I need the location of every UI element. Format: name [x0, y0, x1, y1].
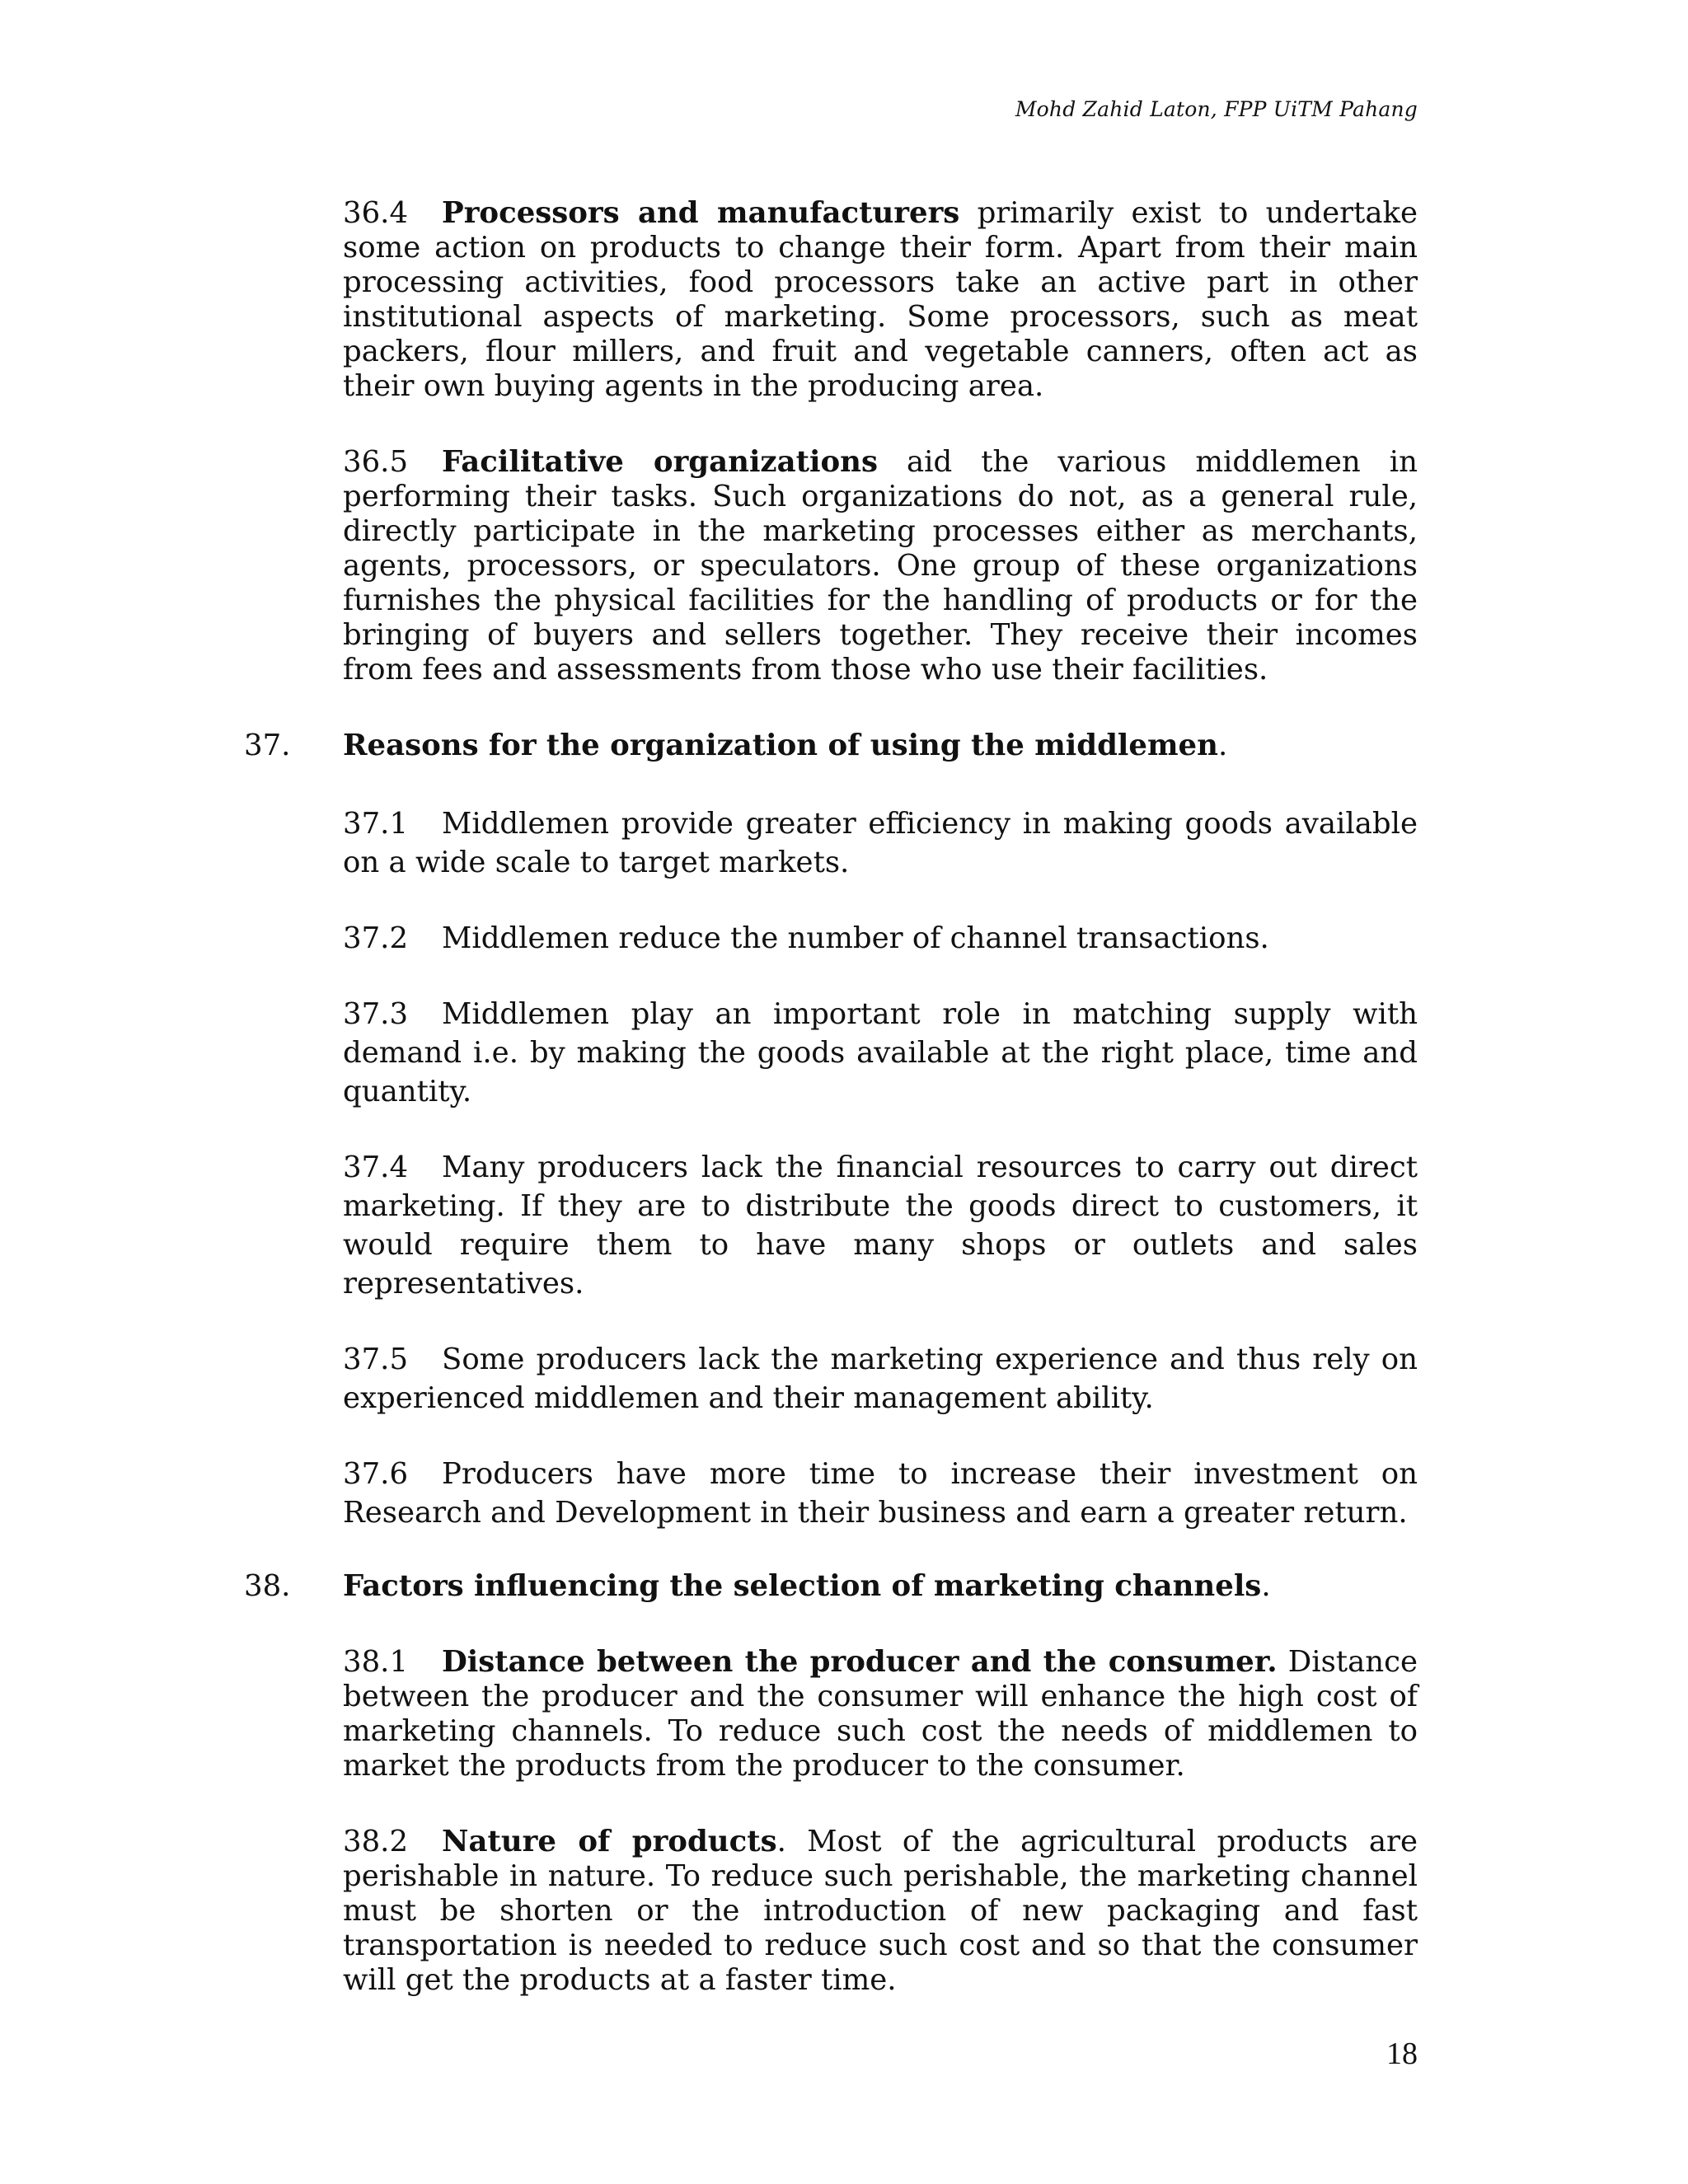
paragraph-text: aid the various middlemen in performing their tasks. Such organizations do not, as a general rule, directly participate in the marketing processes either as merchants, agents, processors, or speculators. One group of these organizations furnishes the physical facilities for the handling of products or for the bringing of buyers and sellers together. They receive their incomes from fees and assessments from those who use their facilities.: [343, 445, 1418, 687]
paragraph-term: Facilitative organizations: [442, 445, 878, 479]
paragraph-37-4: [343, 1148, 1418, 1303]
paragraph-37-5: [343, 1340, 1418, 1418]
paragraph-number: 37.2: [343, 921, 409, 955]
paragraph-text: Some producers lack the marketing experience and thus rely on experienced middlemen and their management ability.: [343, 1343, 1418, 1415]
paragraph-number: 37.6: [343, 1457, 409, 1491]
running-header: Mohd Zahid Laton, FPP UiTM Pahang: [1015, 97, 1418, 121]
section-heading-38: [244, 1569, 1418, 1604]
paragraph-number: 37.5: [343, 1343, 409, 1376]
paragraph-term: Distance between the producer and the consumer.: [442, 1645, 1278, 1679]
section-title-end: .: [1261, 1569, 1271, 1603]
paragraph-text: Producers have more time to increase their investment on Research and Development in their business and earn a greater return.: [343, 1457, 1418, 1530]
section-heading-37: [244, 729, 1418, 763]
paragraph-text: Middlemen reduce the number of channel transactions.: [442, 921, 1269, 955]
section-title: Factors influencing the selection of marketing channels: [343, 1569, 1262, 1603]
section-number: 38.: [244, 1569, 291, 1603]
paragraph-37-3: [343, 995, 1418, 1111]
page-body: [244, 196, 1418, 1998]
paragraph-37-2: [343, 919, 1418, 958]
paragraph-37-6: [343, 1455, 1418, 1532]
paragraph-37-1: [343, 804, 1418, 882]
page-number: 18: [1386, 2036, 1418, 2071]
paragraph-term: Nature of products: [442, 1825, 777, 1858]
paragraph-36-5: [343, 445, 1418, 687]
paragraph-number: 37.4: [343, 1151, 409, 1184]
paragraph-text: Middlemen play an important role in matching supply with demand i.e. by making the goods available at the right place, time and quantity.: [343, 997, 1418, 1108]
paragraph-number: 38.1: [343, 1645, 409, 1679]
paragraph-number: 37.1: [343, 807, 409, 841]
paragraph-number: 36.5: [343, 445, 409, 479]
paragraph-text: primarily exist to undertake some action on products to change their form. Apart from their main processing activities, food processors take an active part in other institutional aspects of marketing. Some processors, such as meat packers, flour millers, and fruit and vegetable canners, often act as their own buying agents in the producing area.: [343, 196, 1418, 403]
paragraph-text: Middlemen provide greater efficiency in making goods available on a wide scale to target markets.: [343, 807, 1418, 879]
paragraph-text: . Most of the agricultural products are perishable in nature. To reduce such perishable, the marketing channel must be shorten or the introduction of new packaging and fast transportation is needed to reduce such cost and so that the consumer will get the products at a faster time.: [343, 1825, 1418, 1997]
section-number: 37.: [244, 729, 291, 762]
paragraph-number: 36.4: [343, 196, 409, 230]
paragraph-number: 38.2: [343, 1825, 409, 1858]
paragraph-text: Distance between the producer and the consumer will enhance the high cost of marketing channels. To reduce such cost the needs of middlemen to market the products from the producer to the consumer.: [343, 1645, 1418, 1783]
paragraph-number: 37.3: [343, 997, 409, 1031]
paragraph-text: Many producers lack the financial resources to carry out direct marketing. If they are to distribute the goods direct to customers, it would require them to have many shops or outlets and sales representatives.: [343, 1151, 1418, 1301]
paragraph-38-2: [343, 1825, 1418, 1998]
section-title-end: .: [1217, 729, 1228, 762]
paragraph-term: Processors and manufacturers: [442, 196, 960, 230]
section-title: Reasons for the organization of using the middlemen: [343, 729, 1218, 762]
paragraph-38-1: [343, 1645, 1418, 1783]
paragraph-36-4: [343, 196, 1418, 404]
